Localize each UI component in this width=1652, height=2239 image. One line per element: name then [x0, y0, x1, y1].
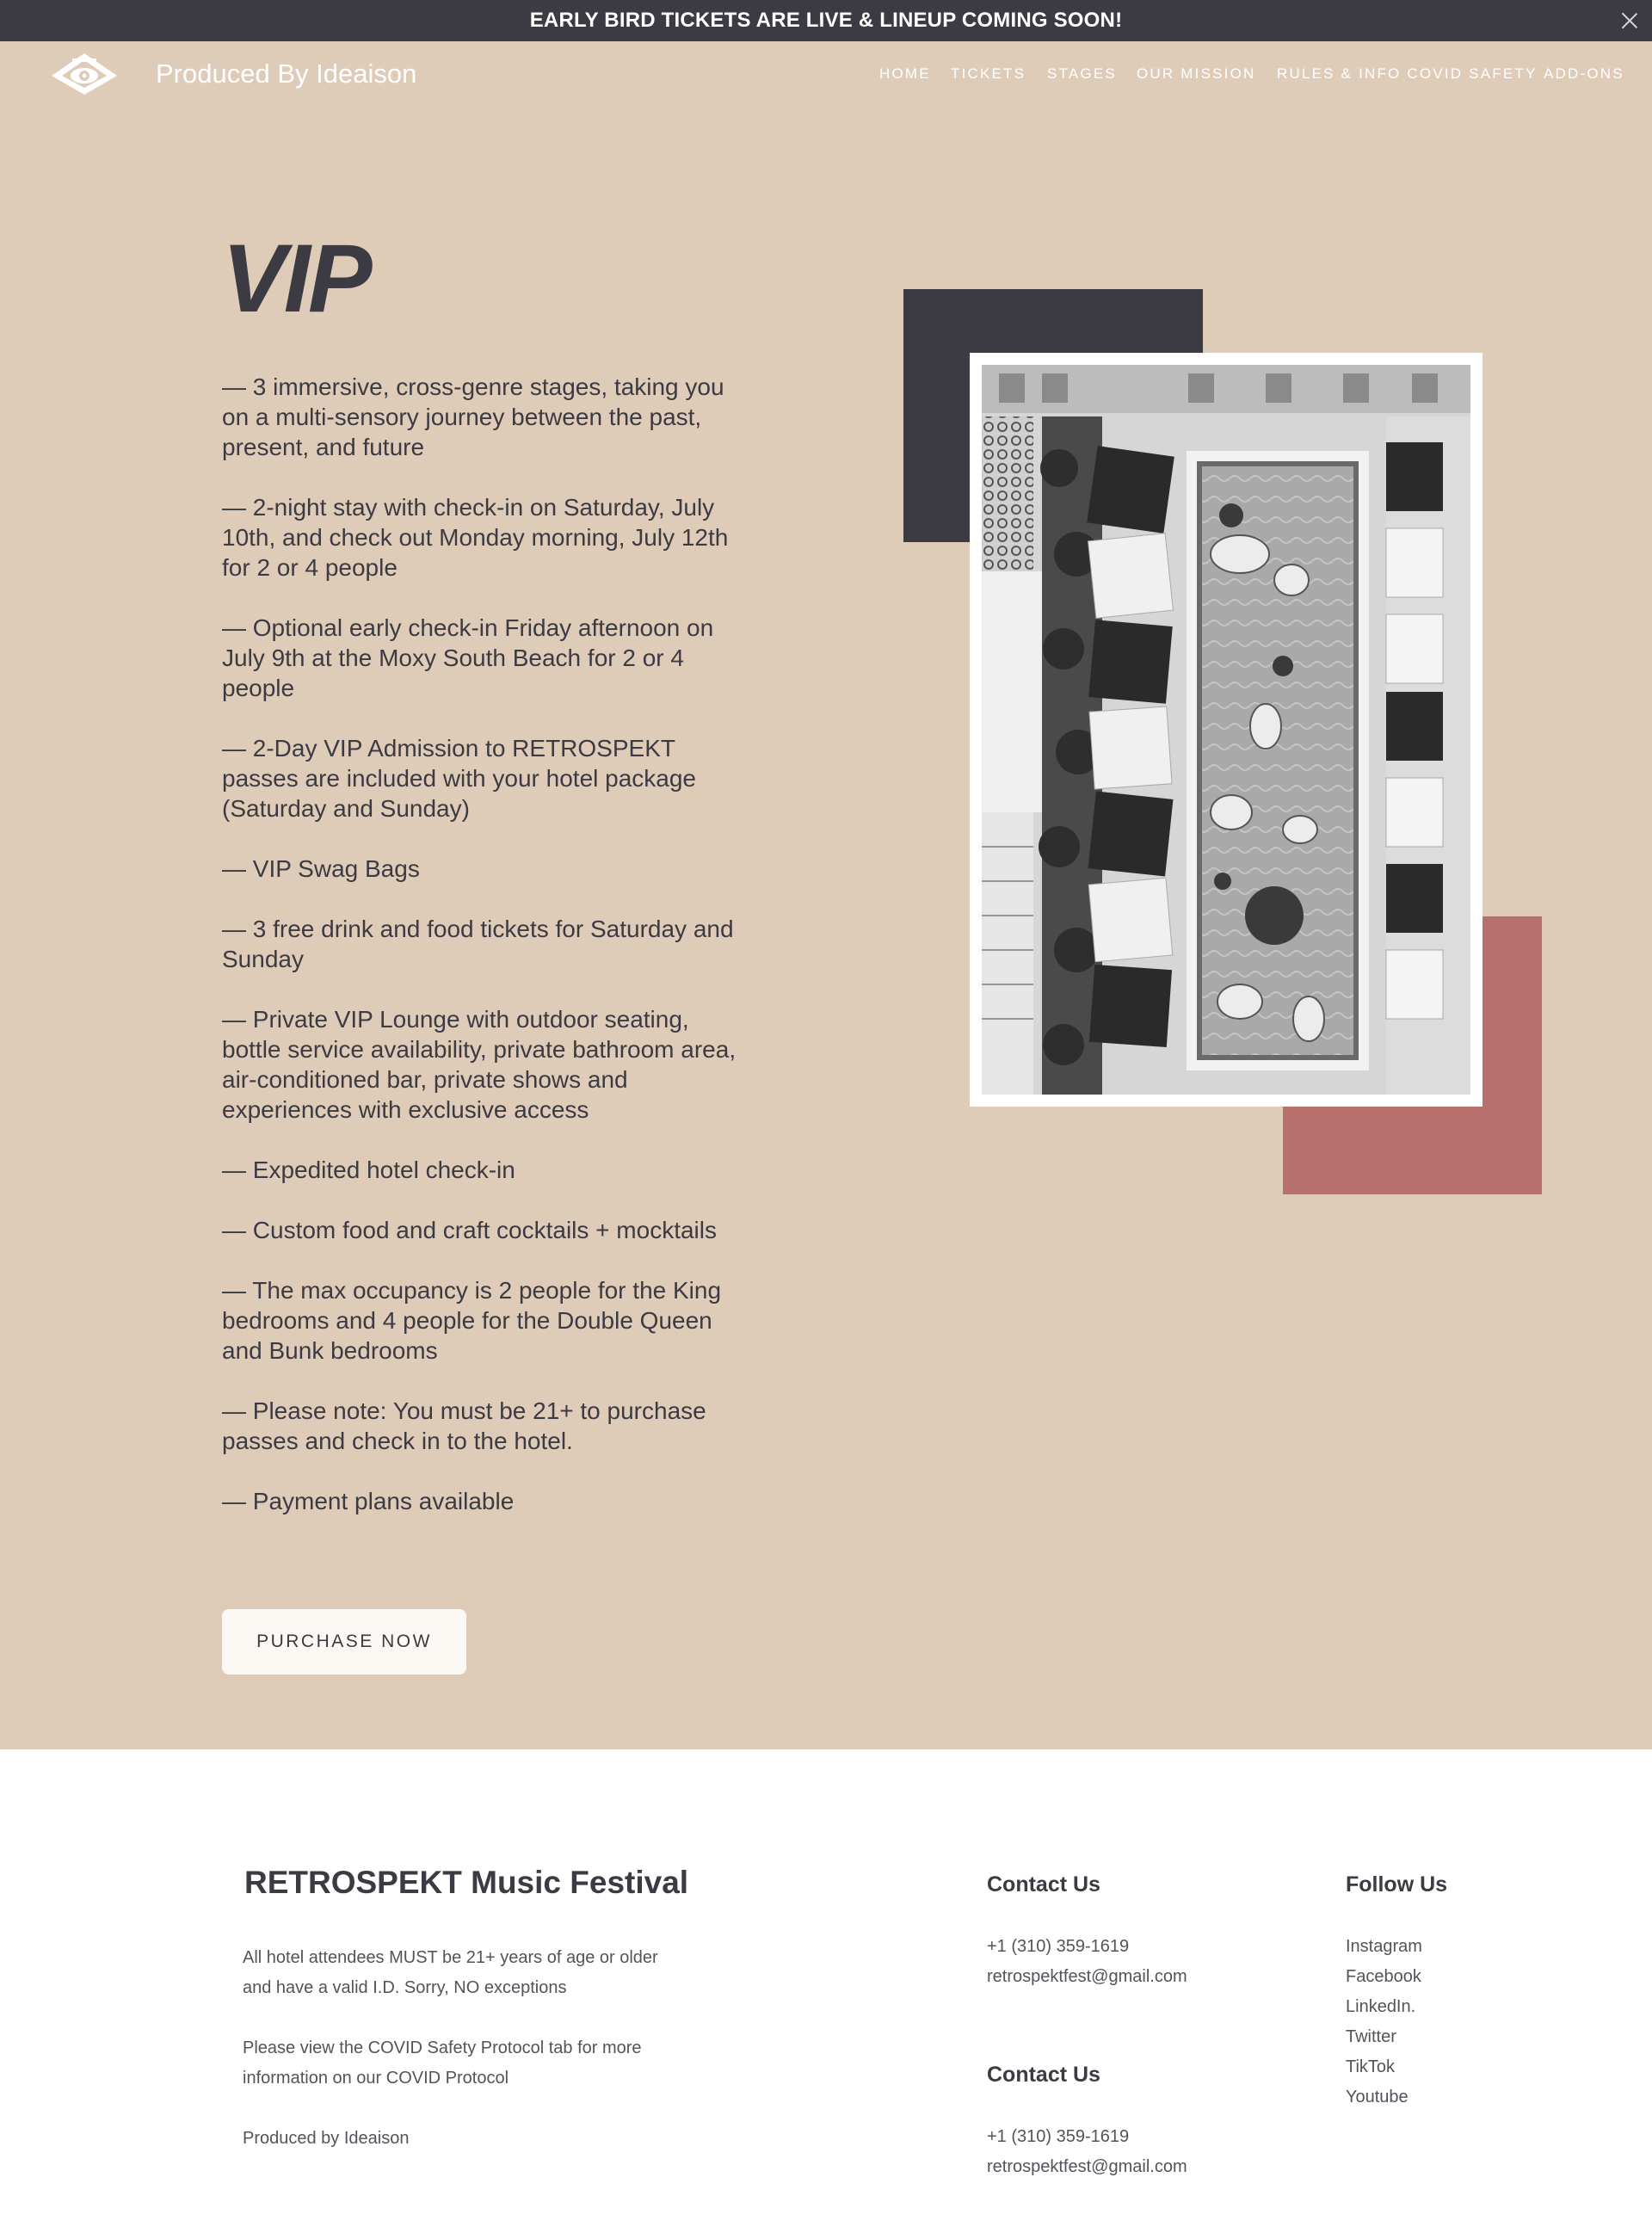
list-item: — 2-night stay with check-in on Saturday, July 10th, and check out Monday morning, July 12th for 2 or 4 people	[222, 494, 729, 581]
hotel-pool-photo	[982, 365, 1470, 1095]
nav-home[interactable]: HOME	[879, 65, 931, 82]
contact-phone[interactable]: +1 (310) 359-1619	[987, 1937, 1130, 1956]
contact-heading: Contact Us	[987, 1872, 1100, 1897]
contact-list	[987, 1932, 1187, 1992]
list-item: — Expedited hotel check-in	[222, 1157, 515, 1183]
social-link-youtube[interactable]: Youtube	[1346, 2088, 1409, 2106]
contact-email-2[interactable]: retrospektfest@gmail.com	[987, 2157, 1187, 2176]
list-item: — Custom food and craft cocktails + mocktails	[222, 1217, 717, 1243]
close-icon[interactable]	[1616, 7, 1643, 34]
list-item: — VIP Swag Bags	[222, 855, 420, 882]
footer-age-notice: All hotel attendees MUST be 21+ years of age or older and have a valid I.D. Sorry, NO exceptions	[243, 1948, 658, 1997]
social-link-instagram[interactable]: Instagram	[1346, 1937, 1422, 1956]
brand-name[interactable]: Produced By Ideaison	[156, 59, 417, 89]
list-item: — 3 free drink and food tickets for Saturday and Sunday	[222, 916, 734, 972]
social-link-tiktok[interactable]: TikTok	[1346, 2057, 1396, 2076]
social-link-twitter[interactable]: Twitter	[1346, 2027, 1396, 2046]
list-item: — Payment plans available	[222, 1488, 515, 1514]
list-item: — The max occupancy is 2 people for the King bedrooms and 4 people for the Double Queen and Bunk bedrooms	[222, 1277, 722, 1364]
contact-heading-2: Contact Us	[987, 2063, 1100, 2087]
purchase-now-button[interactable]: PURCHASE NOW	[222, 1609, 466, 1675]
hotel-pool-photo-frame	[970, 353, 1482, 1107]
social-link-facebook[interactable]: Facebook	[1346, 1967, 1421, 1986]
logo-icon[interactable]	[50, 52, 119, 96]
announcement-bar	[0, 0, 1652, 41]
nav-tickets[interactable]: TICKETS	[951, 65, 1026, 82]
follow-heading: Follow Us	[1346, 1872, 1448, 1897]
nav-rules-info-covid-safety[interactable]: RULES & INFO COVID SAFETY	[1277, 65, 1538, 82]
list-item: — 2-Day VIP Admission to RETROSPEKT passes are included with your hotel package (Saturday and Sunday)	[222, 735, 697, 822]
list-item: — 3 immersive, cross-genre stages, taking you on a multi-sensory journey between the past, present, and future	[222, 373, 724, 460]
list-item: — Please note: You must be 21+ to purchase passes and check in to the hotel.	[222, 1397, 706, 1454]
contact-email[interactable]: retrospektfest@gmail.com	[987, 1967, 1187, 1986]
nav-add-ons[interactable]: ADD-ONS	[1544, 65, 1624, 82]
footer-covid-notice: Please view the COVID Safety Protocol tab for more information on our COVID Protocol	[243, 2039, 642, 2088]
page-title: VIP	[222, 225, 370, 332]
social-links	[1346, 1932, 1422, 2113]
social-link-linkedin[interactable]: LinkedIn.	[1346, 1997, 1416, 2016]
site-header	[0, 41, 1652, 110]
announcement-text: EARLY BIRD TICKETS ARE LIVE & LINEUP COMING SOON!	[529, 9, 1123, 32]
footer-info	[243, 1943, 690, 2184]
nav-stages[interactable]: STAGES	[1047, 65, 1117, 82]
contact-list-2	[987, 2122, 1187, 2182]
contact-phone-2[interactable]: +1 (310) 359-1619	[987, 2127, 1130, 2146]
footer-produced-by: Produced by Ideaison	[243, 2129, 410, 2148]
vip-features-list	[222, 372, 738, 1546]
nav-our-mission[interactable]: OUR MISSION	[1137, 65, 1256, 82]
footer-title: RETROSPEKT Music Festival	[244, 1865, 689, 1900]
list-item: — Optional early check-in Friday afternoon on July 9th at the Moxy South Beach for 2 or 4 people	[222, 614, 714, 701]
list-item: — Private VIP Lounge with outdoor seating, bottle service availability, private bathroom area, air-conditioned bar, private shows and experiences with exclusive access	[222, 1006, 737, 1123]
site-footer	[0, 1749, 1652, 2239]
